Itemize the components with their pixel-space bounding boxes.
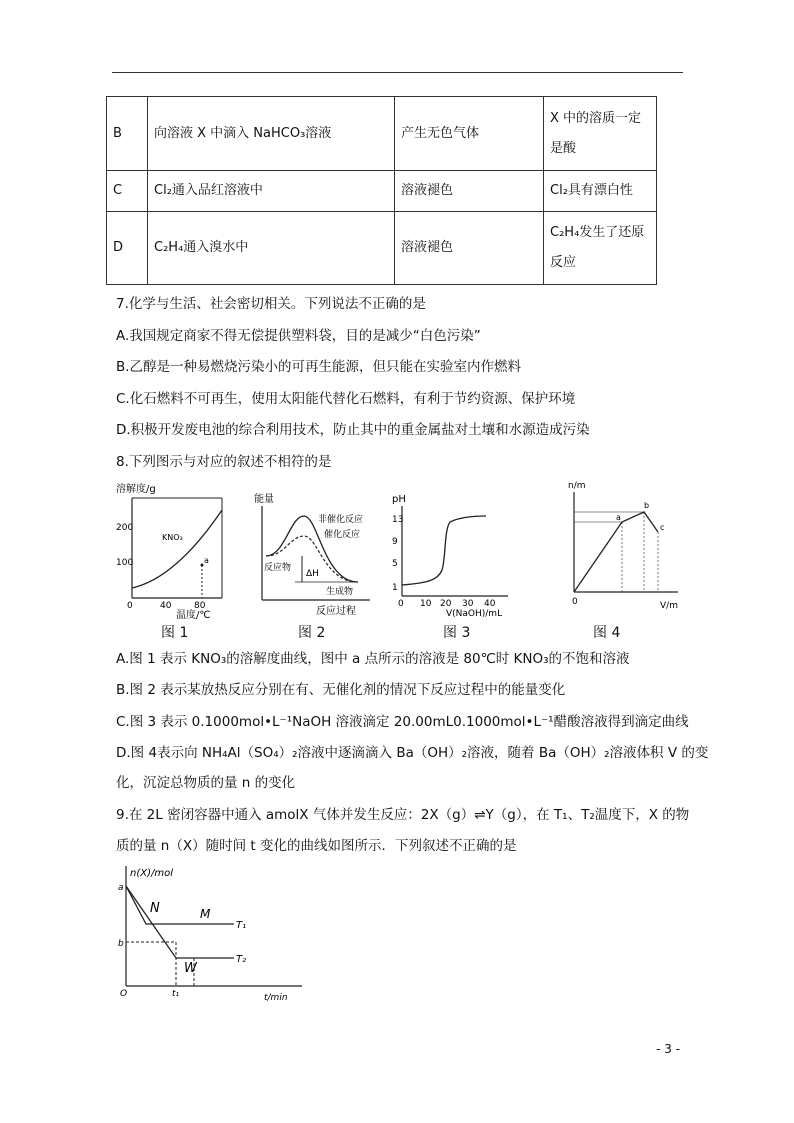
figure-3-titration (388, 486, 523, 621)
q7-option-a: A.我国规定商家不得无偿提供塑料袋，目的是减少“白色污染” (116, 328, 481, 344)
fig4-xlabel: V/m (660, 601, 678, 611)
conclusion-cell: Cl₂具有漂白性 (544, 171, 657, 212)
q9-label-T2: T₂ (236, 954, 247, 965)
q9-stem-line2: 质的量 n（X）随时间 t 变化的曲线如图所示．下列叙述不正确的是 (116, 838, 517, 854)
q8-option-d-line1: D.图 4表示向 NH₄Al（SO₄）₂溶液中逐滴滴入 Ba（OH）₂溶液，随着 Ba（OH）₂溶液体积 V 的变 (116, 745, 709, 761)
operation-cell: 向溶液 X 中滴入 NaHCO₃溶液 (148, 97, 395, 171)
operation-cell: Cl₂通入品红溶液中 (148, 171, 395, 212)
q8-option-c: C.图 3 表示 0.1000mol•L⁻¹NaOH 溶液滴定 20.00mL0.1000mol•L⁻¹醋酸溶液得到滴定曲线 (116, 714, 689, 730)
fig3-tick-13: 13 (392, 515, 404, 525)
fig1-xlabel: 温度/℃ (176, 610, 211, 620)
fig4-label-c: c (660, 523, 665, 532)
fig1-solubility-curve (132, 510, 222, 588)
table-row (107, 97, 657, 171)
q9-figure (112, 860, 312, 1005)
fig1-tick-40: 40 (160, 601, 172, 611)
fig3-tick-x30: 30 (462, 599, 474, 609)
fig3-ylabel: pH (392, 494, 406, 505)
fig2-product-label: 生成物 (326, 587, 354, 597)
fig1-tick-80: 80 (194, 601, 206, 611)
fig1-tick-100: 100 (116, 558, 134, 568)
fig3-tick-x0: 0 (398, 599, 404, 609)
fig4-curve (574, 512, 658, 592)
phenomenon-cell: 产生无色气体 (395, 97, 544, 171)
fig4-label-a: a (616, 513, 621, 522)
table-row (107, 212, 657, 285)
q9-point-W: W (184, 961, 197, 976)
figure-2-energy (240, 490, 375, 620)
fig3-tick-5: 5 (392, 559, 398, 569)
options-table (106, 96, 657, 285)
operation-cell: C₂H₄通入溴水中 (148, 212, 395, 285)
fig2-ylabel: 能量 (254, 494, 274, 505)
fig4-label-b: b (644, 501, 650, 510)
q9-curve-t1 (126, 886, 234, 924)
option-label: D (107, 212, 148, 285)
q9-stem-line1: 9.在 2L 密闭容器中通入 amolX 气体并发生反应：2X（g）⇌Y（g），在 T₁、T₂温度下，X 的物 (116, 807, 690, 823)
figure-1-caption: 图 1 (161, 625, 189, 641)
q9-curve-t2 (126, 886, 234, 958)
fig2-reactant-label: 反应物 (264, 563, 292, 573)
fig3-xlabel: V(NaOH)/mL (446, 609, 503, 619)
phenomenon-cell: 溶液褪色 (395, 171, 544, 212)
fig1-tick-0: 0 (127, 601, 133, 611)
option-label: C (107, 171, 148, 212)
option-label: B (107, 97, 148, 171)
q8-option-b: B.图 2 表示某放热反应分别在有、无催化剂的情况下反应过程中的能量变化 (116, 682, 566, 698)
fig2-dh-label: ΔH (306, 569, 319, 579)
q9-origin: O (120, 989, 128, 999)
fig3-titration-curve (402, 516, 486, 585)
q7-option-b: B.乙醇是一种易燃烧污染小的可再生能源，但只能在实验室内作燃料 (116, 359, 522, 375)
q7-option-d: D.积极开发废电池的综合利用技术，防止其中的重金属盐对土壤和水源造成污染 (116, 422, 590, 438)
fig1-curve-label: KNO₃ (162, 533, 183, 542)
figure-2-caption: 图 2 (298, 625, 326, 641)
figure-3-caption: 图 3 (443, 625, 471, 641)
q7-option-c: C.化石燃料不可再生，使用太阳能代替化石燃料，有利于节约资源、保护环境 (116, 391, 576, 407)
q9-point-N: N (150, 901, 160, 916)
q8-option-d-line2: 化，沉淀总物质的量 n 的变化 (116, 775, 296, 791)
q9-tick-t1: t₁ (172, 989, 180, 999)
q9-label-T1: T₁ (236, 920, 247, 931)
fig3-tick-1: 1 (392, 583, 398, 593)
figure-4-precipitate (560, 478, 685, 620)
q9-xlabel: t/min (264, 993, 288, 1003)
figure-4-caption: 图 4 (593, 625, 621, 641)
header-rule (112, 72, 683, 73)
q8-option-a: A.图 1 表示 KNO₃的溶解度曲线，图中 a 点所示的溶液是 80℃时 KNO₃的不饱和溶液 (116, 651, 630, 667)
fig2-cat-label: 催化反应 (324, 530, 361, 540)
fig3-tick-x40: 40 (484, 599, 496, 609)
figure-1-solubility (116, 480, 226, 620)
fig3-tick-9: 9 (392, 537, 398, 547)
fig1-tick-200: 200 (116, 523, 134, 533)
fig3-tick-x20: 20 (440, 599, 452, 609)
table-row (107, 171, 657, 212)
phenomenon-cell: 溶液褪色 (395, 212, 544, 285)
fig4-ylabel: n/m (568, 481, 586, 491)
fig1-point-a-label: a (204, 556, 209, 565)
fig2-xlabel: 反应过程 (316, 606, 356, 617)
fig3-tick-x10: 10 (420, 599, 432, 609)
fig1-ylabel: 溶解度/g (116, 484, 156, 495)
q9-label-a: a (118, 883, 124, 893)
q8-stem: 8.下列图示与对应的叙述不相符的是 (116, 454, 332, 470)
q9-label-b: b (118, 939, 124, 949)
q9-point-M: M (200, 907, 211, 921)
conclusion-cell: X 中的溶质一定是酸 (544, 97, 657, 171)
q7-stem: 7.化学与生活、社会密切相关。下列说法不正确的是 (116, 296, 426, 312)
q9-ylabel: n(X)/mol (130, 868, 173, 879)
fig4-origin: 0 (572, 597, 578, 607)
conclusion-cell: C₂H₄发生了还原反应 (544, 212, 657, 285)
page-number: - 3 - (656, 1042, 680, 1056)
fig2-nocat-label: 非催化反应 (318, 515, 364, 525)
